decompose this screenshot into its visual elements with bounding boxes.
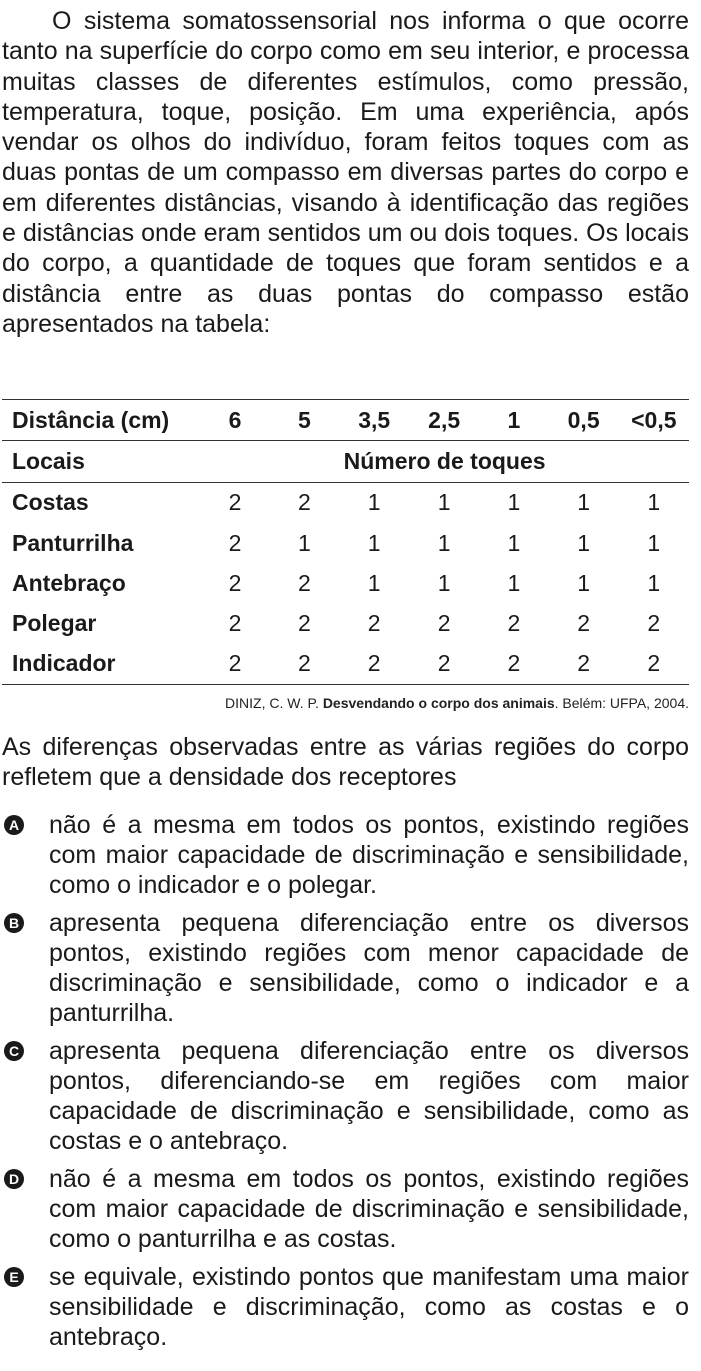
option-letter-badge: C (4, 1041, 24, 1061)
source-citation (225, 695, 689, 711)
row-value: 2 (270, 644, 339, 685)
row-local: Panturrilha (12, 529, 134, 556)
table-header-row (2, 400, 689, 441)
row-value: 2 (298, 569, 311, 596)
row-value: 1 (437, 569, 451, 596)
option-text: apresenta pequena diferenciação entre os diversos pontos, existindo regiões com menor capacidade de discriminação e sensibilidade, como o indicador e a panturrilha. (49, 909, 689, 1027)
option-b[interactable] (2, 908, 689, 1028)
option-text: não é a mesma em todos os pontos, existindo regiões com maior capacidade de discriminação e sensibilidade, como o panturrilha e as costas. (49, 1165, 689, 1253)
row-value: 2 (298, 489, 311, 516)
distance-value: 3,5 (339, 400, 409, 441)
distance-value: 0,5 (549, 400, 619, 441)
distance-label: Distância (cm) (2, 400, 200, 441)
row-value: 2 (228, 569, 242, 596)
row-local: Costas (12, 489, 89, 516)
table-row (2, 563, 689, 603)
row-value: 2 (200, 644, 269, 685)
option-text: não é a mesma em todos os pontos, existindo regiões com maior capacidade de discriminação e sensibilidade, como o indicador e o polegar. (49, 811, 689, 899)
option-text: se equivale, existindo pontos que manifestam uma maior sensibilidade e discriminação, como as costas e o antebraço. (49, 1263, 689, 1351)
row-value: 2 (647, 610, 661, 637)
row-value: 2 (298, 610, 311, 637)
row-value: 1 (367, 569, 381, 596)
option-letter-badge: B (4, 913, 24, 933)
option-a[interactable] (2, 810, 689, 900)
row-value: 2 (437, 610, 451, 637)
row-value: 1 (507, 489, 521, 516)
row-value: 1 (647, 569, 661, 596)
option-d[interactable] (2, 1164, 689, 1254)
toques-label: Número de toques (200, 441, 689, 482)
answer-options (2, 810, 689, 1352)
row-value: 1 (647, 489, 661, 516)
option-letter-badge: D (4, 1169, 24, 1189)
row-value: 2 (479, 644, 548, 685)
row-value: 1 (577, 529, 591, 556)
table-row (2, 603, 689, 643)
distance-value: 6 (200, 400, 269, 441)
row-value: 2 (228, 489, 242, 516)
row-value: 2 (577, 610, 591, 637)
distance-value: 2,5 (409, 400, 479, 441)
locais-label: Locais (2, 441, 200, 482)
row-value: 1 (437, 529, 451, 556)
row-value: 1 (437, 489, 451, 516)
source-title: Desvendando o corpo dos animais (322, 695, 555, 711)
row-value: 1 (298, 529, 311, 556)
row-value: 2 (549, 644, 619, 685)
row-value: 1 (507, 569, 521, 596)
row-value: 2 (409, 644, 479, 685)
option-letter-badge: A (4, 815, 24, 835)
question-stem: As diferenças observadas entre as várias regiões do corpo refletem que a densidade dos receptores (2, 733, 689, 791)
row-value: 2 (228, 529, 242, 556)
row-value: 1 (577, 489, 591, 516)
option-e[interactable] (2, 1262, 689, 1352)
row-value: 1 (647, 529, 661, 556)
distance-value: 1 (479, 400, 548, 441)
row-value: 1 (367, 489, 381, 516)
table-row (2, 644, 689, 685)
row-value: 2 (619, 644, 689, 685)
row-value: 2 (339, 644, 409, 685)
row-value: 2 (507, 610, 521, 637)
option-text: apresenta pequena diferenciação entre os diversos pontos, diferenciando-se em regiões com maior capacidade de discriminação e sensibilidade, como as costas e o antebraço. (49, 1037, 689, 1155)
row-value: 2 (228, 610, 242, 637)
source-prefix: DINIZ, C. W. P. (225, 695, 323, 711)
table-row (2, 482, 689, 523)
distance-value: 5 (270, 400, 339, 441)
row-local: Antebraço (12, 569, 126, 596)
option-letter-badge: E (4, 1267, 24, 1287)
row-value: 1 (577, 569, 591, 596)
row-local: Indicador (2, 644, 200, 685)
row-local: Polegar (12, 610, 97, 637)
option-c[interactable] (2, 1036, 689, 1156)
row-value: 2 (367, 610, 381, 637)
row-value: 1 (507, 529, 521, 556)
touch-table (2, 399, 689, 685)
source-suffix: . Belém: UFPA, 2004. (554, 695, 689, 711)
row-value: 1 (367, 529, 381, 556)
distance-value: <0,5 (619, 400, 689, 441)
intro-paragraph: O sistema somatossensorial nos informa o que ocorre tanto na superfície do corpo como em seu interior, e processa muitas classes de diferentes estímulos, como pressão, temperatura, toque, posição. Em uma experiência, após vendar os olhos do indivíduo, foram feitos toques com as duas pontas de um compasso em diversas partes do corpo e em diferentes distâncias, visando à identificação das regiões e distâncias onde eram sentidos um ou dois toques. Os locais do corpo, a quantidade de toques que foram sentidos e a distância entre as duas pontas do compasso estão apresentados na tabela: (2, 7, 689, 338)
table-subheader-row (2, 441, 689, 482)
table-row (2, 523, 689, 563)
